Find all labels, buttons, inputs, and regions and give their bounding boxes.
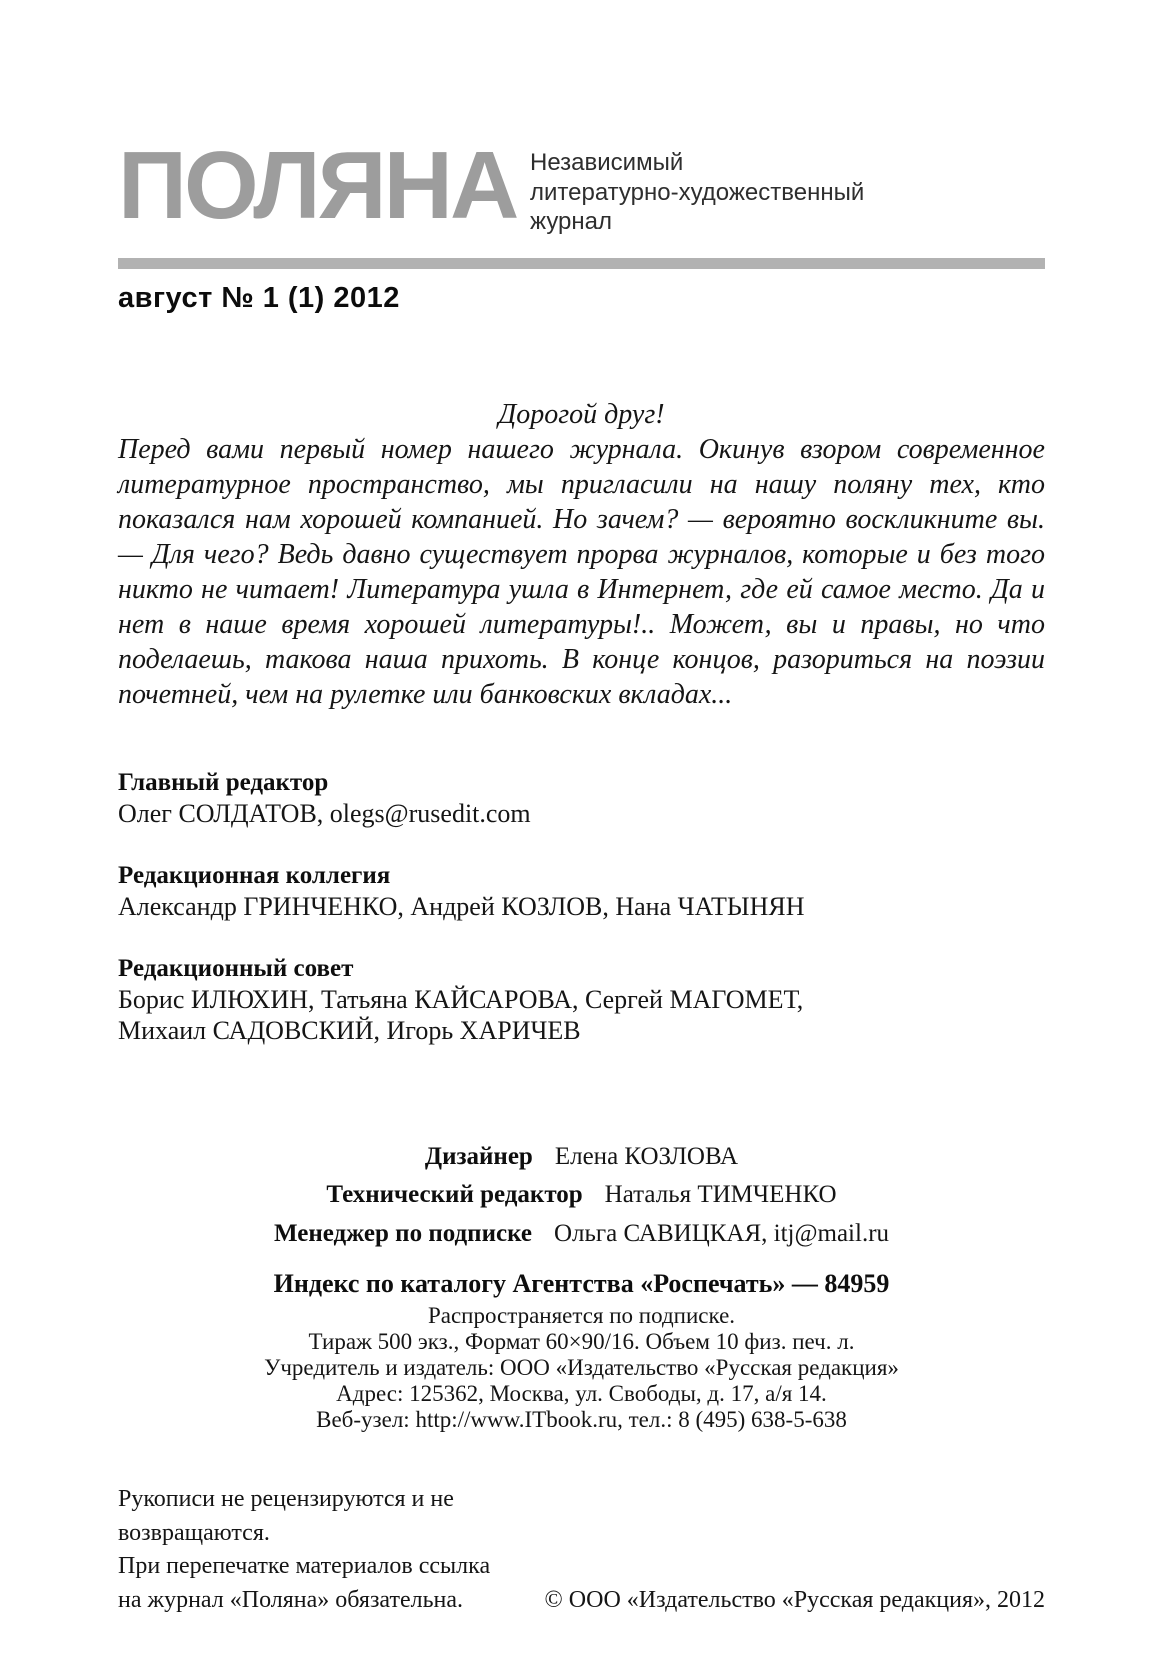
- production-role: Менеджер по подписке: [273, 1219, 532, 1247]
- distribution-line: Тираж 500 экз., Формат 60×90/16. Объем 10 физ. печ. л.: [308, 1329, 855, 1354]
- production-role: Дизайнер: [424, 1142, 533, 1170]
- masthead: [118, 0, 1045, 315]
- catalog-index: Индекс по каталогу Агентства «Роспечать» — 84959: [273, 1269, 890, 1298]
- footer-line: на журнал «Поляна» обязательна.: [118, 1586, 464, 1613]
- journal-subtitle: [530, 148, 864, 237]
- page-footer: [118, 1483, 1045, 1617]
- staff-section-chief-editor: [118, 768, 1045, 829]
- production-row-technical-editor: [118, 1176, 1045, 1215]
- letter-body: Перед вами первый номер нашего журнала. Окинув взором современное литературное пространство, мы пригласили на нашу поляну тех, кто показался нам хорошей компанией. Но зачем? — вероятно воскликните вы. — Для чего? Ведь давно существует прорва журналов, которые и без того никто не читает! Литература ушла в Интернет, где ей самое место. Да и нет в наше время хорошей литературы!.. Может, вы и правы, но что поделаешь, такова наша прихоть. В конце концов, разориться на поэзии почетней, чем на рулетке или банковских вкладах...: [118, 433, 1045, 710]
- subtitle-line: литературно-художественный: [530, 178, 865, 206]
- distribution-line: Адрес: 125362, Москва, ул. Свободы, д. 17, а/я 14.: [336, 1381, 827, 1406]
- letter-salutation: Дорогой друг!: [498, 398, 665, 430]
- staff-role: Главный редактор: [118, 768, 329, 796]
- staff-section-editorial-council: [118, 954, 1045, 1046]
- distribution-line: Учредитель и издатель: ООО «Издательство «Русская редакция»: [264, 1355, 899, 1380]
- journal-logo: ПОЛЯНА: [118, 132, 517, 239]
- editorial-letter: [118, 397, 1045, 712]
- subtitle-line: журнал: [530, 208, 613, 235]
- footer-line: Рукописи не рецензируются и не возвращаются.: [118, 1486, 454, 1546]
- staff-role: Редакционная коллегия: [118, 861, 391, 889]
- staff-names: Борис ИЛЮХИН, Татьяна КАЙСАРОВА, Сергей МАГОМЕТ,: [118, 984, 804, 1014]
- production-role: Технический редактор: [326, 1181, 583, 1208]
- masthead-logo-row: [118, 0, 1045, 237]
- footer-line: При перепечатке материалов ссылка: [118, 1553, 491, 1579]
- production-row-subscription-manager: [118, 1215, 1045, 1254]
- staff-names: Олег СОЛДАТОВ, olegs@rusedit.com: [118, 798, 531, 828]
- distribution-line: Веб-узел: http://www.ITbook.ru, тел.: 8 (495) 638-5-638: [316, 1407, 847, 1432]
- production-name: Ольга САВИЦКАЯ, itj@mail.ru: [553, 1219, 890, 1247]
- staff-section-editorial-board: [118, 861, 1045, 922]
- issue-date: август № 1 (1) 2012: [118, 281, 400, 314]
- divider-bar: [118, 258, 1045, 269]
- production-row-designer: [118, 1138, 1045, 1177]
- copyright-notice: © ООО «Издательство «Русская редакция», 2012: [544, 1586, 1045, 1613]
- staff-role: Редакционный совет: [118, 954, 354, 982]
- production-name: Наталья ТИМЧЕНКО: [604, 1181, 837, 1208]
- distribution-details: [118, 1303, 1045, 1433]
- production-name: Елена КОЗЛОВА: [554, 1142, 739, 1170]
- editorial-staff: [118, 768, 1045, 1046]
- distribution-line: Распространяется по подписке.: [427, 1303, 736, 1328]
- manuscript-notice: [118, 1483, 545, 1617]
- staff-names: Александр ГРИНЧЕНКО, Андрей КОЗЛОВ, Нана ЧАТЫНЯН: [118, 891, 805, 921]
- distribution-info: [118, 1269, 1045, 1433]
- production-credits: [118, 1138, 1045, 1254]
- subtitle-line: Независимый: [530, 149, 684, 176]
- staff-names: Михаил САДОВСКИЙ, Игорь ХАРИЧЕВ: [118, 1015, 581, 1045]
